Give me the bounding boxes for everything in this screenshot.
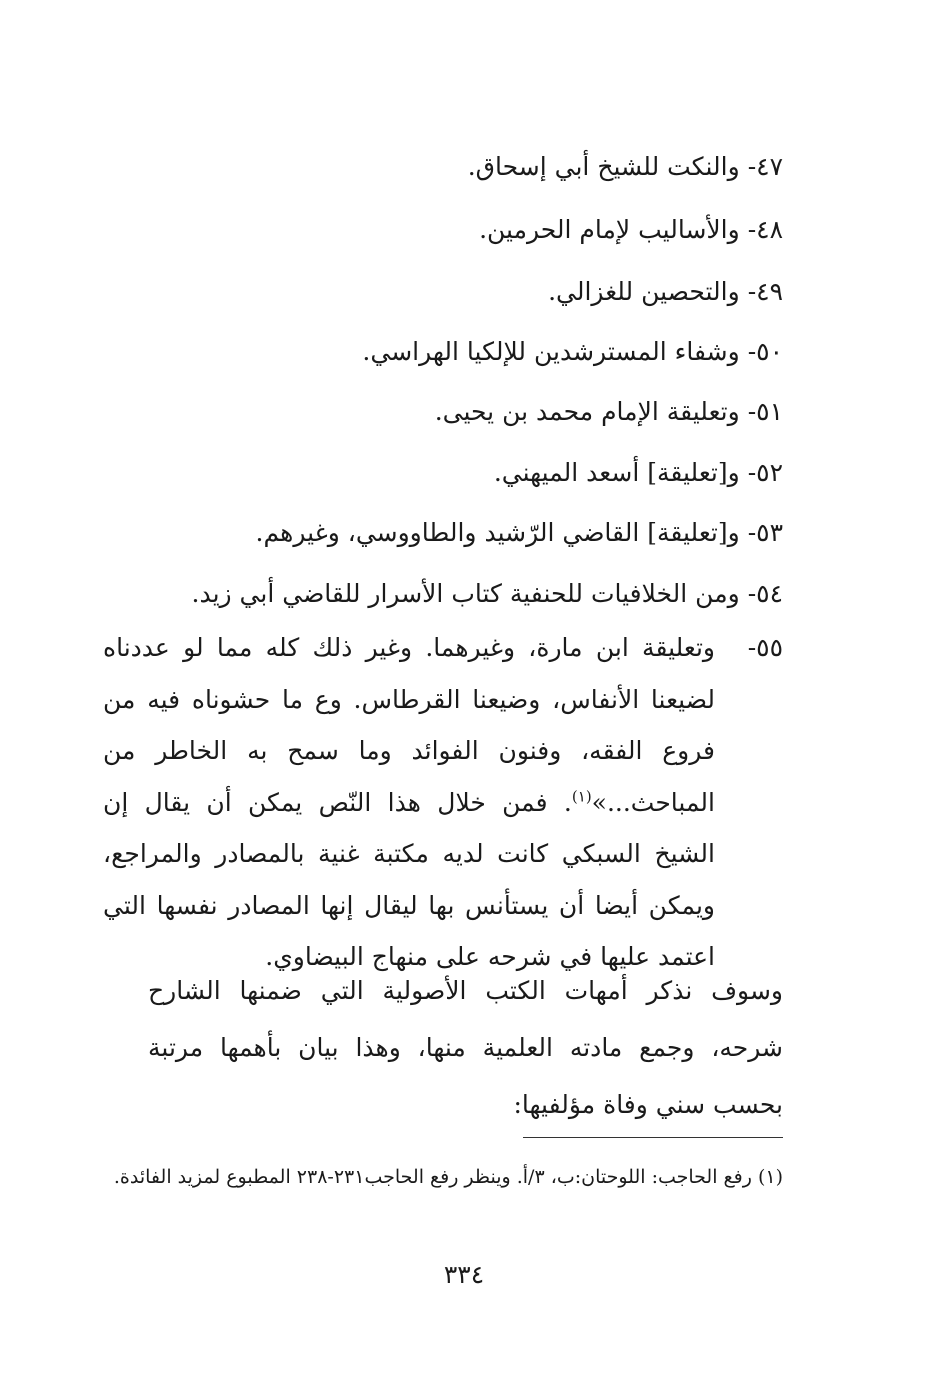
footnote-reference[interactable]: (١) xyxy=(571,787,592,806)
item-number: ٥٥- xyxy=(747,633,783,662)
item-number: ٤٩- xyxy=(747,277,783,306)
list-item-49 xyxy=(548,272,783,312)
list-item-51 xyxy=(435,392,783,432)
list-item-50 xyxy=(362,332,783,372)
page-number: ٣٣٤ xyxy=(443,1260,485,1289)
item-text: والأساليب لإمام الحرمين. xyxy=(479,215,740,244)
item-55-text: وتعليقة ابن مارة، وغيرهما. وغير ذلك كله مما لو عددناه لضيعنا الأنفاس، وضيعنا القرطاس. وع ما حشوناه فيه من فروع الفقه، وفنون الفوائد وما سمح به الخاطر من المباحث...» xyxy=(103,633,715,817)
list-item-52 xyxy=(494,453,783,493)
item-text: و[تعليقة] القاضي الرّشيد والطاووسي، وغيرهم. xyxy=(255,518,740,547)
item-text: والتحصين للغزالي. xyxy=(548,277,740,306)
item-text: والنكت للشيخ أبي إسحاق. xyxy=(467,152,740,181)
item-text: ومن الخلافيات للحنفية كتاب الأسرار للقاضي أبي زيد. xyxy=(191,579,740,608)
item-55-body xyxy=(103,622,715,983)
item-number: ٤٧- xyxy=(747,152,783,181)
item-number: ٥٣- xyxy=(747,518,783,547)
item-text: وشفاء المسترشدين للإلكيا الهراسي. xyxy=(362,337,740,366)
closing-paragraph: وسوف نذكر أمهات الكتب الأصولية التي ضمنها الشارح شرحه، وجمع مادته العلمية منها، وهذا بيان بأهمها مرتبة بحسب سني وفاة مؤلفيها: xyxy=(148,976,783,1119)
item-number: ٥٤- xyxy=(747,579,783,608)
item-number: ٥٢- xyxy=(747,458,783,487)
item-number: ٥١- xyxy=(747,397,783,426)
item-number: ٥٠- xyxy=(747,337,783,366)
list-item-48 xyxy=(479,210,783,250)
list-item-47 xyxy=(468,147,783,187)
list-item-55 xyxy=(103,622,783,983)
item-text: وتعليقة الإمام محمد بن يحيى. xyxy=(434,397,740,426)
footnote: (١) رفع الحاجب: اللوحتان:ب، ٣/أ. وينظر رفع الحاجب٢٣١-٢٣٨ المطبوع لمزيد الفائدة. xyxy=(113,1166,783,1188)
list-item-53 xyxy=(256,513,783,553)
footnote-separator xyxy=(523,1137,783,1138)
item-55-continuation: . فمن خلال هذا النّص يمكن أن يقال إن الشيخ السبكي كانت لديه مكتبة غنية بالمصادر والمراجع، ويمكن أيضا أن يستأنس بها ليقال إنها المصادر نفسها التي اعتمد عليها في شرحه على منهاج البيضاوي. xyxy=(103,787,715,971)
item-number: ٤٨- xyxy=(747,215,783,244)
item-text: و[تعليقة] أسعد الميهني. xyxy=(493,458,740,487)
list-item-54 xyxy=(192,574,784,614)
